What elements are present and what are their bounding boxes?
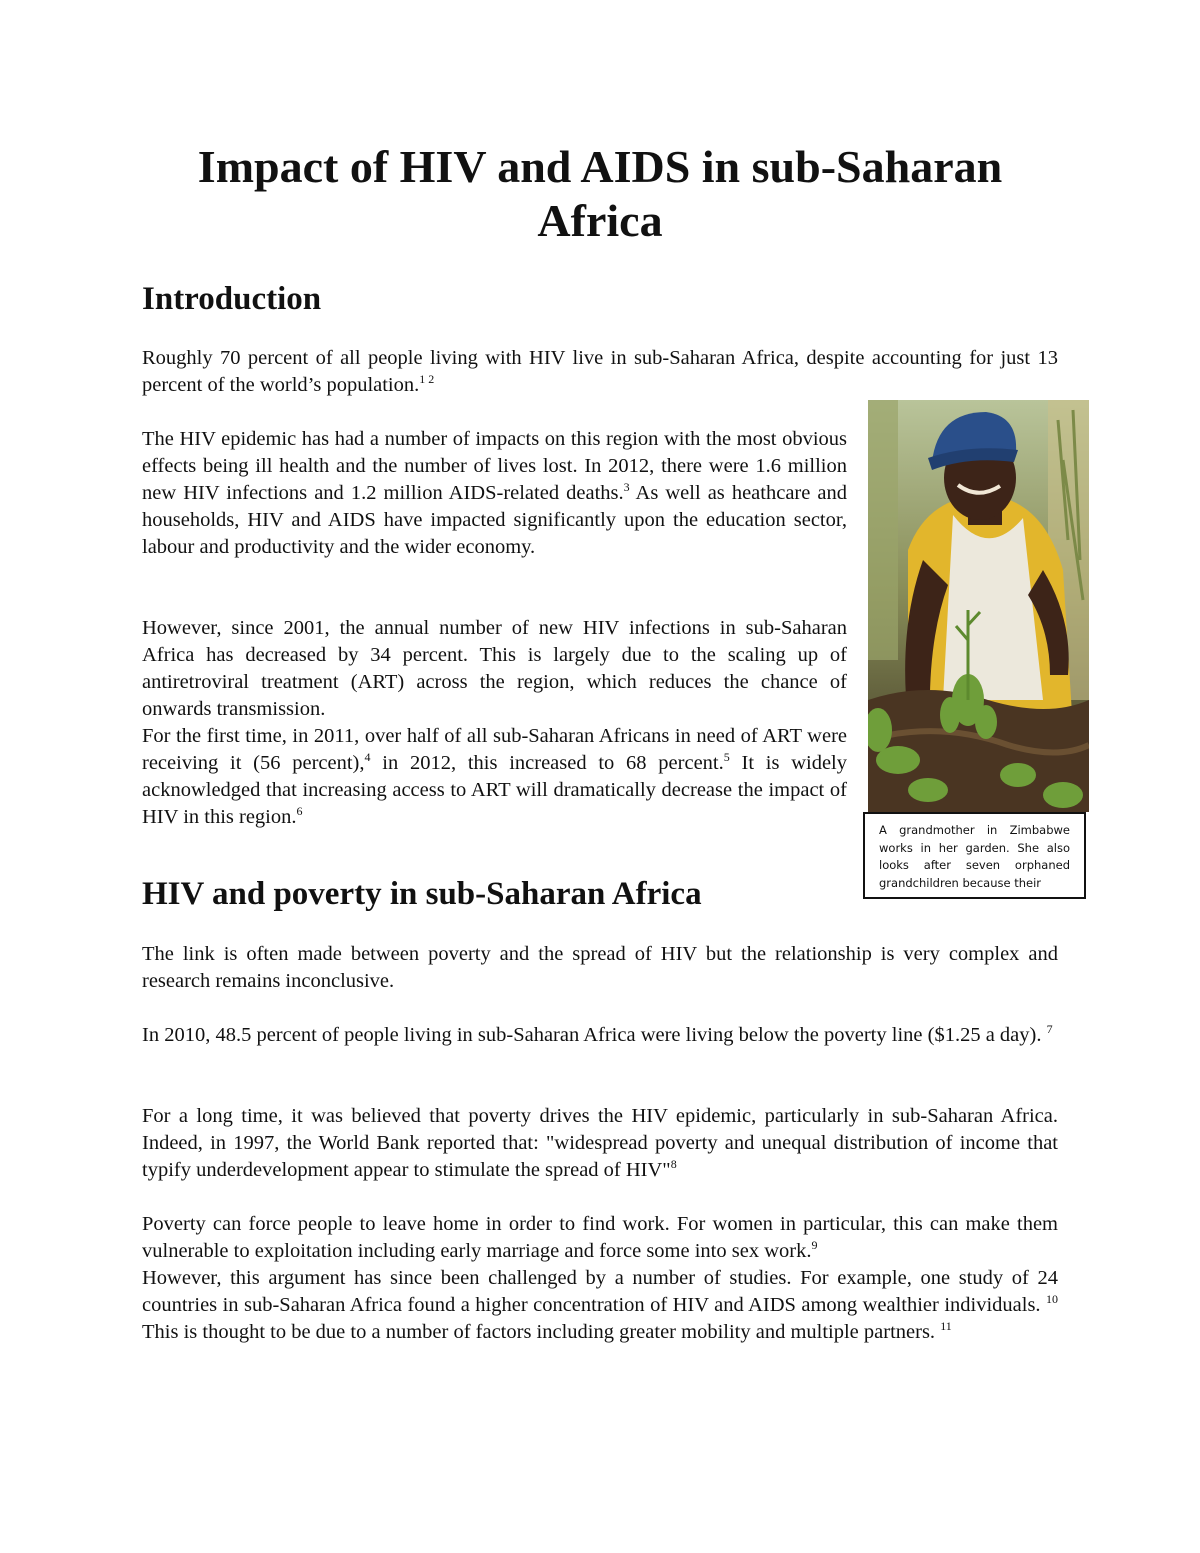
footnote-ref[interactable]: 11: [940, 1319, 952, 1333]
paragraph-text: However, this argument has since been challenged by a number of studies. For example, one study of 24 countries in sub-Saharan Africa found a higher concentration of HIV and AIDS among wealthier individuals.: [142, 1267, 1058, 1316]
poverty-paragraph-2: [142, 1022, 1058, 1049]
paragraph-text: The HIV epidemic has had a number of impacts on this region with the most obvious effects being ill health and the number of lives lost. In 2012, there were 1.6 million new HIV infections and 1.2 million AIDS-related deaths.: [142, 428, 847, 504]
figure-caption: A grandmother in Zimbabwe works in her garden. She also looks after seven orphaned grandchildren because their: [879, 823, 1070, 890]
section-heading-hiv-and-poverty: HIV and poverty in sub-Saharan Africa: [142, 876, 702, 912]
paragraph-text: This is thought to be due to a number of factors including greater mobility and multiple partners.: [142, 1321, 941, 1343]
intro-paragraph-2: [142, 426, 847, 561]
footnote-ref[interactable]: 3: [623, 480, 630, 494]
paragraph-text: in 2012, this increased to 68 percent.: [370, 752, 724, 774]
grandmother-garden-illustration: [868, 400, 1089, 812]
intro-paragraph-3: [142, 615, 847, 723]
footnote-ref[interactable]: 10: [1046, 1292, 1058, 1306]
footnote-ref[interactable]: 9: [811, 1238, 818, 1252]
footnote-ref[interactable]: 4: [364, 750, 371, 764]
footnote-ref[interactable]: 1 2: [419, 372, 435, 386]
footnote-ref[interactable]: 7: [1046, 1022, 1053, 1036]
figure-caption-box: [863, 812, 1086, 899]
document-title: Impact of HIV and AIDS in sub-Saharan Africa: [197, 141, 1003, 246]
paragraph-text: Poverty can force people to leave home in order to find work. For women in particular, this can make them vulnerable to exploitation including early marriage and force some into sex work.: [142, 1213, 1058, 1262]
footnote-ref[interactable]: 5: [723, 750, 730, 764]
paragraph-text: However, since 2001, the annual number of new HIV infections in sub-Saharan Africa has decreased by 34 percent. This is largely due to the scaling up of antiretroviral treatment (ART) across the region, which reduces the chance of onwards transmission.: [142, 617, 847, 720]
poverty-paragraph-1: [142, 941, 1058, 995]
poverty-paragraph-3: [142, 1103, 1058, 1184]
footnote-ref[interactable]: 8: [670, 1157, 677, 1171]
footnote-ref[interactable]: 6: [296, 804, 303, 818]
figure-photo: [868, 400, 1089, 812]
paragraph-text: Roughly 70 percent of all people living with HIV live in sub-Saharan Africa, despite accounting for just 13 percent of the world’s population.: [142, 347, 1058, 396]
section-heading-introduction: Introduction: [142, 281, 322, 317]
intro-paragraph-1: [142, 345, 1058, 399]
intro-paragraph-4: [142, 723, 847, 831]
poverty-paragraph-4: [142, 1211, 1058, 1265]
paragraph-text: For a long time, it was believed that poverty drives the HIV epidemic, particularly in sub-Saharan Africa. Indeed, in 1997, the World Bank reported that: "widespread poverty and unequal distribution of income that typify underdevelopment appear to stimulate the spread of HIV": [142, 1105, 1058, 1181]
paragraph-text: For the first time, in 2011, over half of all sub-Saharan Africans in need of ART were receiving it (56 percent),: [142, 725, 847, 774]
poverty-paragraph-5: [142, 1265, 1058, 1346]
paragraph-text: As well as heathcare and households, HIV and AIDS have impacted significantly upon the education sector, labour and productivity and the wider economy.: [142, 482, 847, 558]
paragraph-text: The link is often made between poverty and the spread of HIV but the relationship is very complex and research remains inconclusive.: [142, 943, 1058, 992]
paragraph-text: It is widely acknowledged that increasing access to ART will dramatically decrease the impact of HIV in this region.: [142, 752, 847, 828]
paragraph-text: In 2010, 48.5 percent of people living in sub-Saharan Africa were living below the poverty line ($1.25 a day).: [142, 1024, 1047, 1046]
